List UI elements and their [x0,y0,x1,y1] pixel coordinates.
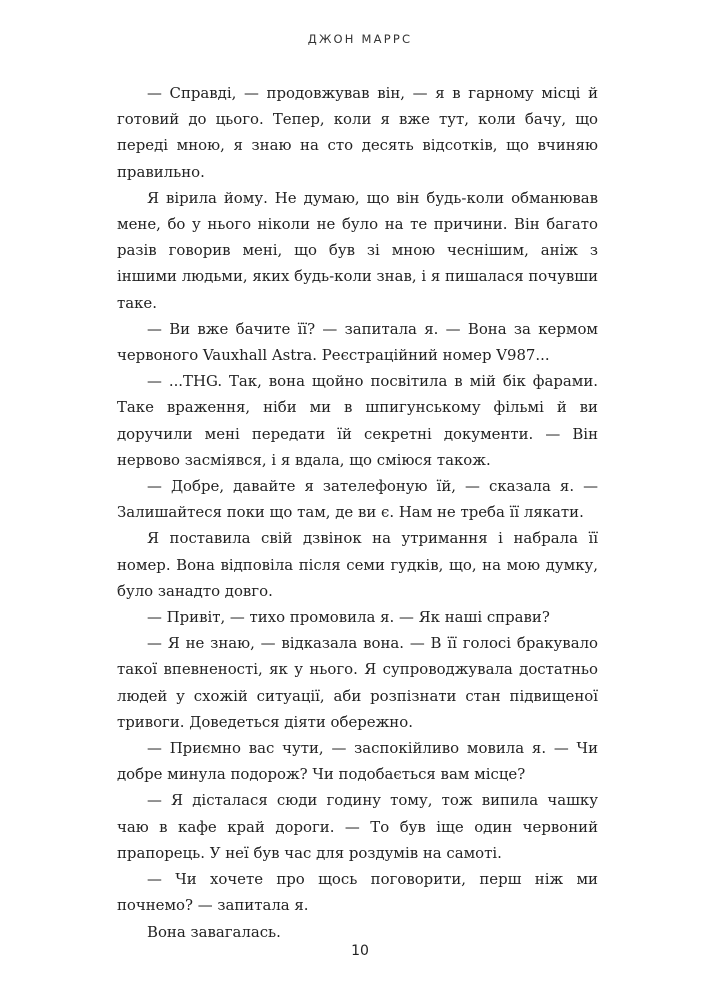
paragraph: — Чи хочете про щось поговорити, перш ніж ми почнемо? — запитала я. [117,870,598,915]
paragraph: — Приємно вас чути, — заспокійливо мовила я. — Чи добре минула подорож? Чи подобається вам місце? [117,739,598,784]
paragraph: — Добре, давайте я зателефоную їй, — сказала я. — Залишайтеся поки що там, де ви є. Нам не треба її лякати. [117,477,598,522]
paragraph: — Я не знаю, — відказала вона. — В її голосі бракувало такої впевненості, як у нього. Я супроводжувала достатньо людей у схожій ситуації, аби розпізнати стан підвищеної тривоги. Доведеться діяти обережно. [117,634,598,731]
paragraph: Я поставила свій дзвінок на утримання і набрала її номер. Вона відповіла після семи гудків, що, на мою думку, було занадто довго. [117,529,598,600]
paragraph: Вона завагалась. [147,922,281,941]
paragraph: Я вірила йому. Не думаю, що він будь-коли обманював мене, бо у нього ніколи не було на те причини. Він багато разів говорив мені, що був зі мною чеснішим, аніж з іншими людьми, яких будь-коли знав, і я пишалася почувши таке. [117,188,598,312]
paragraph: — Справді, — продовжував він, — я в гарному місці й готовий до цього. Тепер, коли я вже тут, коли бачу, що переді мною, я знаю на сто десять відсотків, що вчиняю правильно. [117,84,598,181]
paragraph: — ...THG. Так, вона щойно посвітила в мій бік фарами. Таке враження, ніби ми в шпигунському фільмі й ви доручили мені передати їй секретні документи. — Він нервово засміявся, і я вдала, що сміюся також. [117,372,598,469]
body-text [117,80,598,945]
page-number: 10 [351,943,369,959]
paragraph: — Привіт, — тихо промовила я. — Як наші справи? [147,608,550,627]
paragraph: — Ви вже бачите її? — запитала я. — Вона за кермом червоного Vauxhall Astra. Реєстраційний номер V987... [117,319,598,365]
running-head: ДЖОН МАРРС [307,32,413,46]
paragraph: — Я дісталася сюди годину тому, тож випила чашку чаю в кафе край дороги. — То був іще один червоний прапорець. У неї був час для роздумів на самоті. [117,791,598,862]
